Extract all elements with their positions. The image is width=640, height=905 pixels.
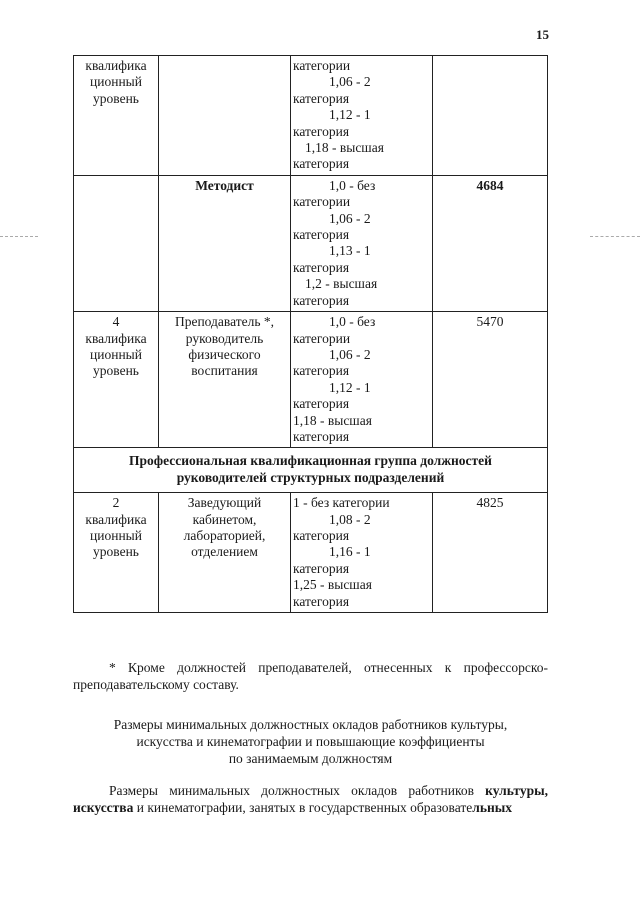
coefficient-line: 1,12 - 1: [329, 107, 371, 123]
coefficient-line: категория: [293, 292, 350, 308]
salary-cell: [433, 56, 548, 176]
qualification-level-line: ционный: [90, 74, 142, 90]
table-row: [74, 312, 548, 448]
position-cell: [159, 175, 291, 311]
position-cell: [159, 56, 291, 176]
coefficient-line: 1,2 - высшая: [305, 276, 378, 292]
coefficient-cell: [291, 312, 433, 448]
table-row: [74, 175, 548, 311]
position-line: лабораторией,: [183, 527, 266, 543]
position-line: Методист: [195, 177, 254, 193]
para-text: и кинематографии, занятых в государственных образовате: [133, 800, 473, 815]
footnote: * Кроме должностей преподавателей, отнесенных к профессорско-преподавательскому составу.: [73, 660, 548, 692]
coefficient-line: категория: [293, 259, 350, 275]
coefficient-line: 1,16 - 1: [329, 544, 371, 560]
group-heading-line: Профессиональная квалификационная группа должностей: [129, 453, 492, 469]
position-line: отделением: [191, 544, 258, 560]
coefficient-line: 1,0 - без: [329, 177, 376, 193]
coefficient-line: 1,0 - без: [329, 314, 376, 330]
qualification-level-line: квалифика: [85, 58, 147, 73]
position-line: Заведующий: [187, 495, 262, 511]
section-title-line: по занимаемым должностям: [228, 751, 393, 766]
qualification-level-line: 2: [112, 495, 120, 511]
group-heading-row: [74, 448, 548, 493]
coefficient-line: категории: [293, 58, 351, 73]
qualification-level-line: ционный: [90, 346, 142, 362]
coefficient-line: 1,06 - 2: [329, 346, 371, 362]
coefficient-line: категории: [293, 194, 351, 210]
section-title: [73, 716, 548, 767]
qualification-level-cell: [74, 56, 159, 176]
coefficient-line: категория: [293, 156, 350, 172]
coefficient-line: 1,08 - 2: [329, 511, 371, 527]
coefficient-line: 1,18 - высшая: [293, 412, 372, 428]
scan-artifact-left: [0, 236, 38, 238]
page-number: 15: [536, 27, 549, 42]
table-row: [74, 56, 548, 176]
body-paragraph: [73, 782, 548, 816]
coefficient-cell: [291, 56, 433, 176]
position-line: Преподаватель *,: [174, 314, 275, 330]
salary-table-container: [73, 55, 548, 613]
position-cell: [159, 312, 291, 448]
group-heading-line: руководителей структурных подразделений: [176, 469, 445, 485]
salary-cell: 4825: [433, 493, 548, 613]
qualification-level-line: уровень: [93, 90, 139, 106]
qualification-level-line: 4: [112, 314, 120, 330]
coefficient-line: 1,06 - 2: [329, 74, 371, 90]
coefficient-line: категория: [293, 90, 350, 106]
para-bold: льных: [472, 800, 513, 815]
coefficient-line: категория: [293, 527, 350, 543]
qualification-level-line: ционный: [90, 527, 142, 543]
position-line: руководитель: [185, 330, 264, 346]
para-bold: искусства: [73, 800, 134, 815]
coefficient-line: категория: [293, 123, 350, 139]
coefficient-line: категория: [293, 396, 350, 412]
coefficient-line: 1,25 - высшая: [293, 577, 372, 593]
para-bold: культуры,: [485, 783, 548, 798]
coefficient-cell: [291, 175, 433, 311]
coefficient-cell: [291, 493, 433, 613]
coefficient-line: категория: [293, 363, 350, 379]
table-row: [74, 493, 548, 613]
section-title-line: Размеры минимальных должностных окладов работников культуры,: [113, 717, 508, 732]
coefficient-line: категория: [293, 227, 350, 243]
position-line: воспитания: [191, 363, 258, 379]
salary-cell: 4684: [433, 175, 548, 311]
qualification-level-line: уровень: [93, 363, 139, 379]
salary-cell: 5470: [433, 312, 548, 448]
section-title-line: искусства и кинематографии и повышающие коэффициенты: [136, 734, 485, 749]
qualification-level-cell: [74, 493, 159, 613]
qualification-level-cell: [74, 312, 159, 448]
coefficient-line: категория: [293, 428, 350, 444]
coefficient-line: 1,13 - 1: [329, 243, 371, 259]
coefficient-line: категория: [293, 593, 350, 609]
qualification-level-line: квалифика: [85, 330, 147, 346]
coefficient-line: 1,12 - 1: [329, 379, 371, 395]
salary-table: [73, 55, 548, 613]
coefficient-line: категория: [293, 560, 350, 576]
qualification-level-line: квалифика: [85, 511, 147, 527]
scan-artifact-right: [590, 236, 640, 238]
position-line: кабинетом,: [192, 511, 257, 527]
coefficient-line: категории: [293, 330, 351, 346]
coefficient-line: 1,06 - 2: [329, 210, 371, 226]
position-line: физического: [188, 346, 261, 362]
coefficient-line: 1,18 - высшая: [305, 140, 384, 156]
para-text: Размеры минимальных должностных окладов работников: [109, 783, 486, 798]
qualification-level-cell: [74, 175, 159, 311]
group-heading: [74, 448, 548, 493]
qualification-level-line: уровень: [93, 544, 139, 560]
position-cell: [159, 493, 291, 613]
coefficient-line: 1 - без категории: [293, 495, 390, 511]
